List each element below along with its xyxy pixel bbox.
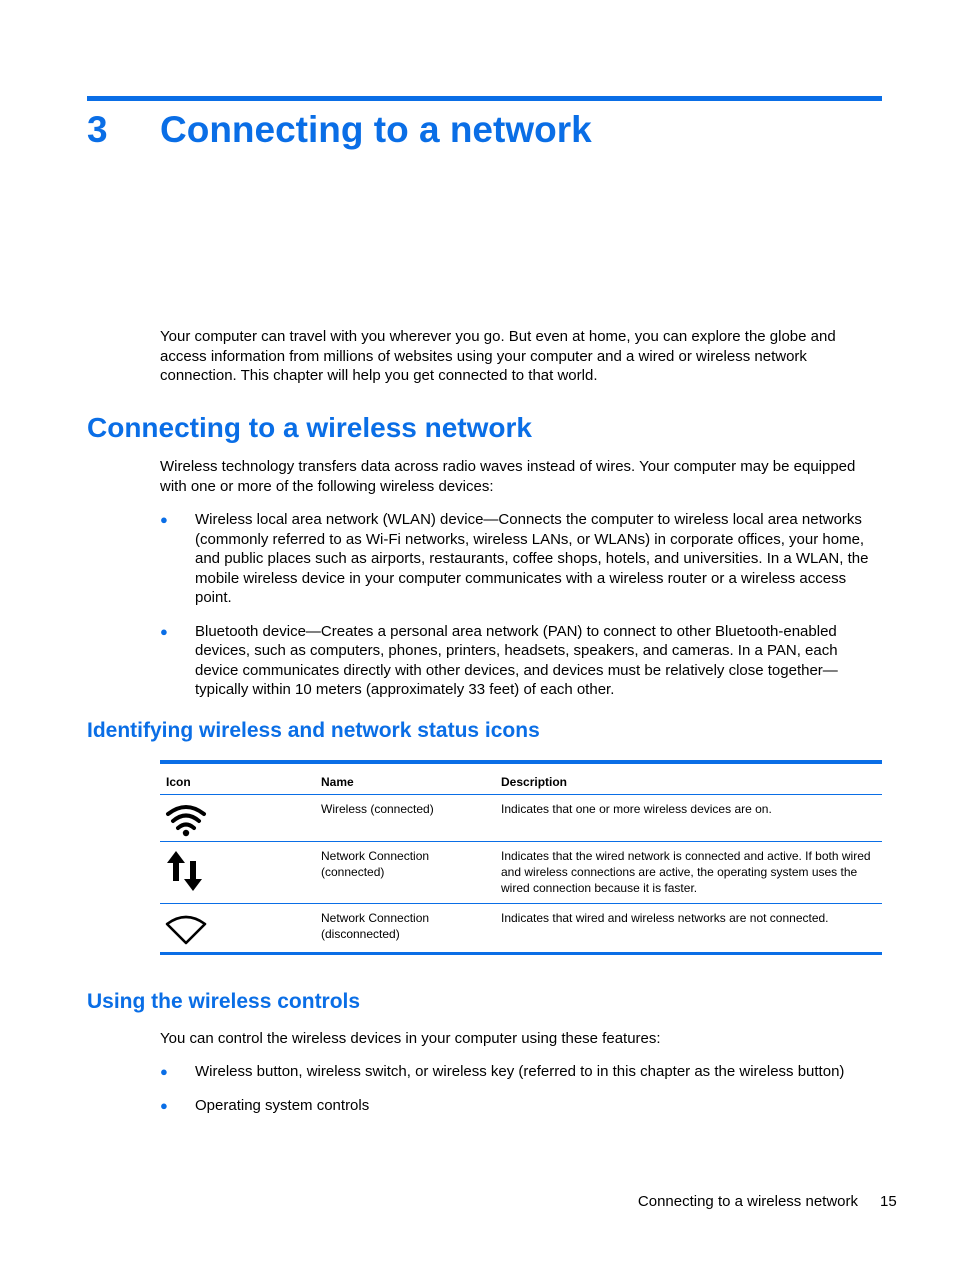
bullet-icon: ● xyxy=(160,623,168,639)
header-name: Name xyxy=(321,775,354,789)
header-description: Description xyxy=(501,775,568,789)
wireless-devices-list xyxy=(160,510,872,700)
wireless-paragraph: Wireless technology transfers data across radio waves instead of wires. Your computer may be equipped with one or more of the following wireless devices: xyxy=(160,458,856,495)
chapter-title xyxy=(87,106,592,154)
table-row xyxy=(160,904,882,952)
network-connected-icon xyxy=(164,848,208,890)
list-item-text: Operating system controls xyxy=(195,1096,370,1114)
wireless-connected-icon xyxy=(164,801,208,843)
list-item-text: Bluetooth device—Creates a personal area network (PAN) to connect to other Bluetooth-enabled devices, such as computers, phones, printers, headsets, speakers, and cameras. In a PAN, each device communicates directly with other devices, and devices must be relatively close together—typically within 10 meters (approximately 33 feet) of each other. xyxy=(195,622,838,698)
table-bottom-rule xyxy=(160,952,882,955)
row-description: Indicates that the wired network is connected and active. If both wired and wireless connections are active, the operating system uses the wired connection because it is faster. xyxy=(501,849,871,895)
chapter-title-text: Connecting to a network xyxy=(160,109,592,150)
section-heading-wireless: Connecting to a wireless network xyxy=(87,412,532,443)
row-name: Network Connection (disconnected) xyxy=(321,911,430,941)
header-icon: Icon xyxy=(166,775,191,789)
bullet-icon: ● xyxy=(160,512,168,527)
list-item xyxy=(160,622,872,700)
list-item xyxy=(160,510,872,608)
row-name: Network Connection (connected) xyxy=(321,849,430,879)
controls-paragraph: You can control the wireless devices in your computer using these features: xyxy=(160,1030,661,1047)
chapter-number: 3 xyxy=(87,109,108,150)
section-heading-icons: Identifying wireless and network status icons xyxy=(87,719,540,742)
intro-paragraph: Your computer can travel with you wherever you go. But even at home, you can explore the globe and access information from millions of websites using your computer and a wired or wireless network connection. This chapter will help you get connected to that world. xyxy=(160,328,836,384)
row-name: Wireless (connected) xyxy=(321,802,434,816)
chapter-rule xyxy=(87,96,882,101)
status-icons-table xyxy=(160,760,882,955)
row-description: Indicates that one or more wireless devices are on. xyxy=(501,802,772,816)
bullet-icon: ● xyxy=(160,1064,168,1079)
list-item xyxy=(160,1062,872,1082)
controls-list xyxy=(160,1062,872,1115)
bullet-icon: ● xyxy=(160,1097,168,1113)
list-item-text: Wireless local area network (WLAN) device—Connects the computer to wireless local area networks (commonly referred to as Wi-Fi networks, wireless LANs, or WLANs) in corporate offices, your home, and public places such as airports, restaurants, coffee shops, hotels, and universities. In a WLAN, the mobile wireless device in your computer communicates with a wireless router or a wireless access point. xyxy=(195,511,869,606)
footer-page-number: 15 xyxy=(880,1193,897,1210)
list-item xyxy=(160,1096,872,1116)
table-row xyxy=(160,795,882,842)
table-row xyxy=(160,842,882,904)
footer-section-title: Connecting to a wireless network xyxy=(637,1193,858,1210)
list-item-text: Wireless button, wireless switch, or wireless key (referred to in this chapter as the wireless button) xyxy=(195,1063,845,1080)
row-description: Indicates that wired and wireless networks are not connected. xyxy=(501,911,829,925)
table-header xyxy=(160,764,882,795)
section-heading-controls: Using the wireless controls xyxy=(87,990,361,1013)
network-disconnected-icon xyxy=(164,908,208,950)
